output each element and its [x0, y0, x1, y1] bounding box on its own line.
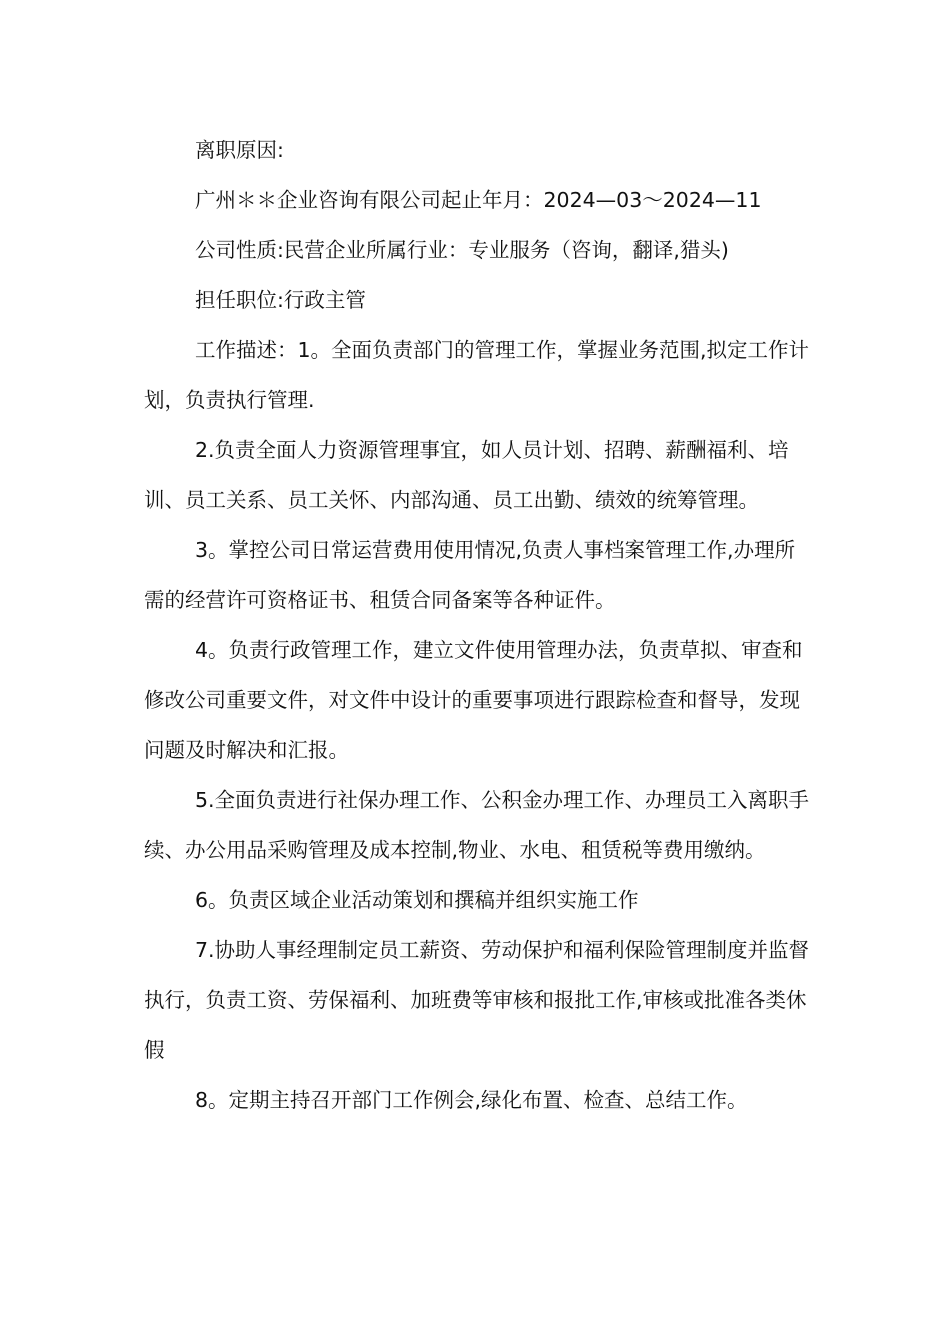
paragraph-position: 担任职位:行政主管 — [195, 288, 366, 312]
paragraph-duty-8: 8。定期主持召开部门工作例会,绿化布置、检查、总结工作。 — [195, 1088, 748, 1112]
paragraph-duty-7: 7.协助人事经理制定员工薪资、劳动保护和福利保险管理制度并监督执行，负责工资、劳保福利、加班费等审核和报批工作,审核或批准各类休假 — [144, 938, 810, 1062]
paragraph-company-period: 广州＊＊企业咨询有限公司起止年月：2024—03～2024—11 — [195, 188, 762, 212]
paragraph-duty-6: 6。负责区域企业活动策划和撰稿并组织实施工作 — [195, 888, 639, 912]
paragraph-duty-3: 3。掌控公司日常运营费用使用情况,负责人事档案管理工作,办理所需的经营许可资格证书、租赁合同备案等各种证件。 — [144, 538, 796, 612]
document-body — [144, 125, 814, 1125]
paragraph-duty-2: 2.负责全面人力资源管理事宜，如人员计划、招聘、薪酬福利、培训、员工关系、员工关怀、内部沟通、员工出勤、绩效的统筹管理。 — [144, 438, 789, 512]
paragraph-duty-5: 5.全面负责进行社保办理工作、公积金办理工作、办理员工入离职手续、办公用品采购管理及成本控制,物业、水电、租赁税等费用缴纳。 — [144, 788, 810, 862]
paragraph-duty-4: 4。负责行政管理工作，建立文件使用管理办法，负责草拟、审查和修改公司重要文件，对文件中设计的重要事项进行跟踪检查和督导，发现问题及时解决和汇报。 — [144, 638, 803, 762]
paragraph-company-nature: 公司性质:民营企业所属行业：专业服务（咨询，翻译,猎头) — [195, 238, 729, 262]
paragraph-duty-1: 工作描述：1。全面负责部门的管理工作，掌握业务范围,拟定工作计划，负责执行管理. — [144, 338, 810, 412]
paragraph-leave-reason: 离职原因: — [195, 138, 284, 162]
